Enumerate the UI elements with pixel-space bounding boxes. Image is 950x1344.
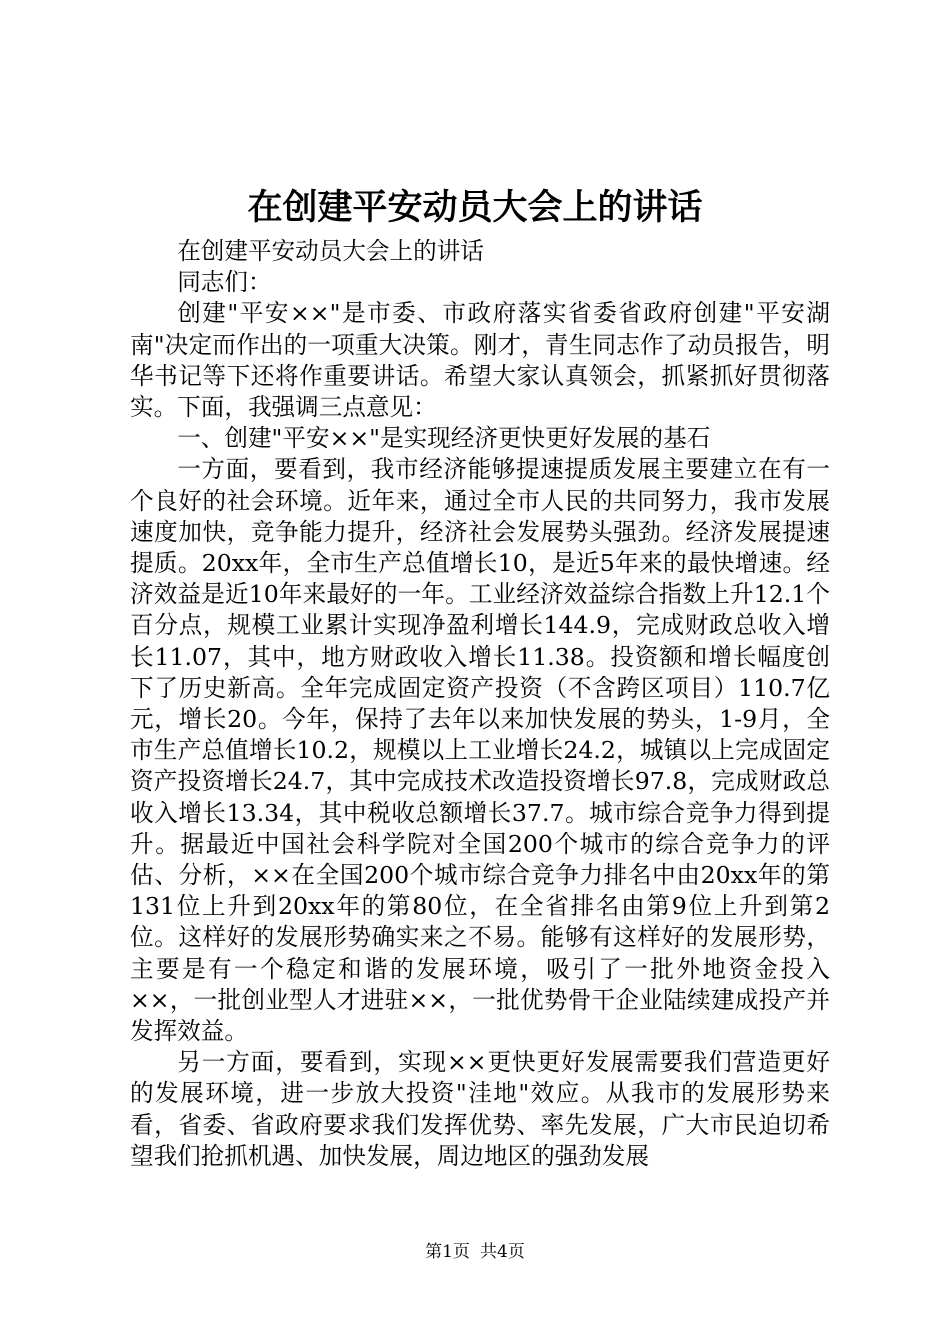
body-paragraph-first-aspect: 一方面，要看到，我市经济能够提速提质发展主要建立在有一个良好的社会环境。近年来，通过全市人民的共同努力，我市发展速度加快，竞争能力提升，经济社会发展势头强劲。经济发展提速提质。20xx年，全市生产总值增长10，是近5年来的最快增速。经济效益是近10年来最好的一年。工业经济效益综合指数上升12.1个百分点，规模工业累计实现净盈利增长144.9，完成财政总收入增长11.07，其中，地方财政收入增长11.38。投资额和增长幅度创下了历史新高。全年完成固定资产投资（不含跨区项目）110.7亿元，增长20。今年，保持了去年以来加快发展的势头，1-9月，全市生产总值增长10.2，规模以上工业增长24.2，城镇以上完成固定资产投资增长24.7，其中完成技术改造投资增长97.8，完成财政总收入增长13.34，其中税收总额增长37.7。城市综合竞争力得到提升。据最近中国社会科学院对全国200个城市的综合竞争力的评估、分析，××在全国200个城市综合竞争力排名中由20xx年的第131位上升到20xx年的第80位，在全省排名由第9位上升到第2位。这样好的发展形势确实来之不易。能够有这样好的发展形势，主要是有一个稳定和谐的发展环境，吸引了一批外地资金投入××，一批创业型人才进驻××，一批优势骨干企业陆续建成投产并发挥效益。 — [130, 455, 830, 1046]
page-total: 共4页 — [480, 1242, 525, 1262]
body-paragraph-second-aspect: 另一方面，要看到，实现××更快更好发展需要我们营造更好的发展环境，进一步放大投资"洼地"效应。从我市的发展形势来看，省委、省政府要求我们发挥优势、率先发展，广大市民迫切希望我们抢抓机遇、加快发展，周边地区的强劲发展 — [130, 1048, 830, 1170]
page-number: 第1页 — [425, 1242, 470, 1262]
page-footer — [0, 1240, 950, 1264]
body-section-heading: 一、创建"平安××"是实现经济更快更好发展的基石 — [177, 424, 711, 453]
body-paragraph-subtitle: 在创建平安动员大会上的讲话 — [177, 237, 484, 265]
body-paragraph-intro: 创建"平安××"是市委、市政府落实省委省政府创建"平安湖南"决定而作出的一项重大决策。刚才，青生同志作了动员报告，明华书记等下还将作重要讲话。希望大家认真领会，抓紧抓好贯彻落实。下面，我强调三点意见： — [130, 299, 830, 422]
body-paragraph-salutation: 同志们： — [177, 268, 272, 297]
document-body — [130, 236, 830, 1172]
document-title: 在创建平安动员大会上的讲话 — [247, 187, 703, 228]
